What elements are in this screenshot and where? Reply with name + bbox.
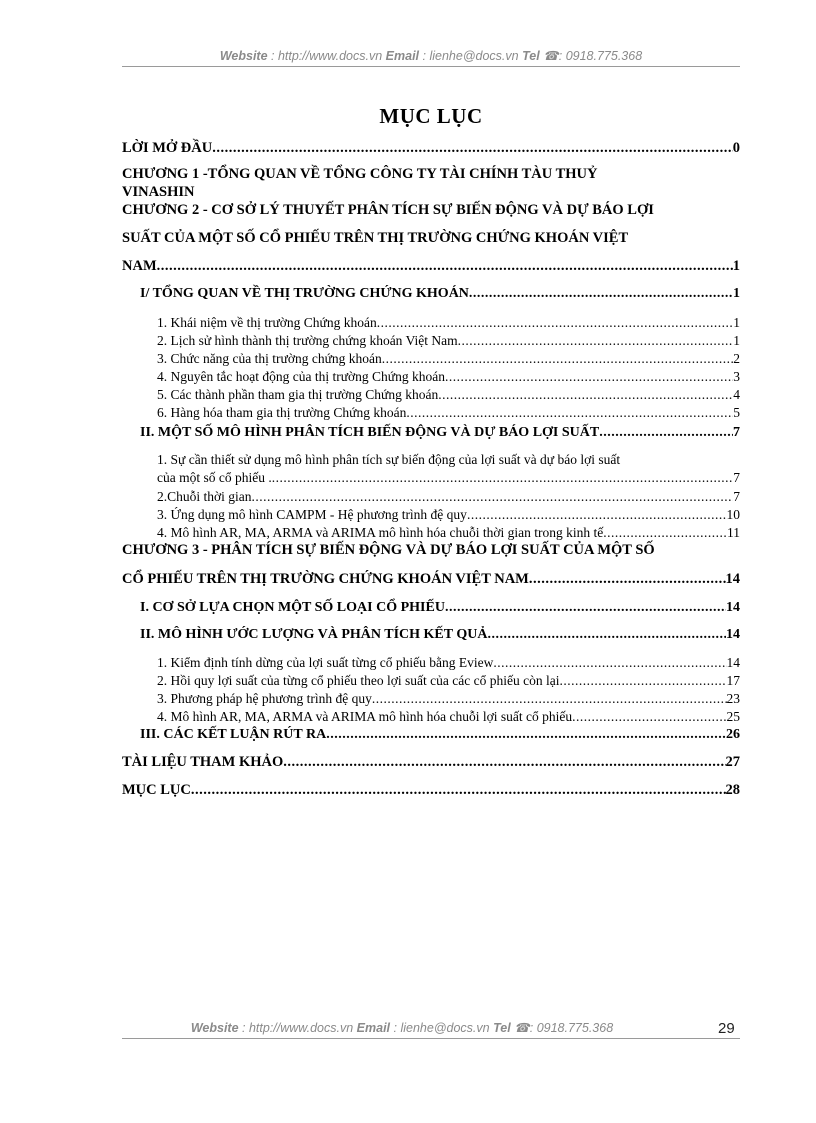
header-rule bbox=[122, 66, 740, 67]
toc-entry-ch2-s2-item-1[interactable]: 1. Sự cần thiết sử dụng mô hình phân tích sự biến động của lợi suất và dự báo lợi suất bbox=[157, 452, 621, 467]
page-number: 29 bbox=[718, 1020, 735, 1037]
toc-entry-ch3-s2-item-1[interactable]: 1. Kiểm định tính dừng của lợi suất từng cổ phiếu bằng Eview ..... 14 bbox=[157, 655, 740, 671]
footer-rule bbox=[122, 1038, 740, 1039]
toc-entry-ch3-s2-item-3[interactable]: 3. Phương pháp hệ phương trình đệ quy ..... 23 bbox=[157, 691, 740, 707]
phone-icon: ☎ bbox=[543, 49, 559, 63]
toc-entry-chuong-1-cont[interactable]: VINASHIN bbox=[122, 184, 195, 200]
footer-email-label: Email bbox=[356, 1021, 391, 1035]
header-website-label: Website bbox=[219, 49, 268, 63]
toc-entry-ch2-section-2[interactable]: II. MỘT SỐ MÔ HÌNH PHÂN TÍCH BIẾN ĐỘNG VÀ DỰ BÁO LỢI SUẤT ..... 7 bbox=[140, 425, 740, 441]
toc-entry-chuong-3-cont[interactable]: CỔ PHIẾU TRÊN THỊ TRƯỜNG CHỨNG KHOÁN VIỆT NAM ..... 14 bbox=[122, 571, 740, 588]
footer-tel-value: : 0918.775.368 bbox=[529, 1021, 614, 1035]
toc-entry-ch2-section-1[interactable]: I/ TỔNG QUAN VỀ THỊ TRƯỜNG CHỨNG KHOÁN ..... 1 bbox=[140, 286, 740, 302]
toc-entry-muc-luc[interactable]: MỤC LỤC ..... 28 bbox=[122, 782, 740, 799]
toc-entry-ch3-section-2[interactable]: II. MÔ HÌNH ƯỚC LƯỢNG VÀ PHÂN TÍCH KẾT QUẢ ..... 14 bbox=[140, 627, 740, 643]
toc-entry-ch3-section-3[interactable]: III. CÁC KẾT LUẬN RÚT RA ..... 26 bbox=[140, 727, 740, 743]
page-header bbox=[122, 48, 740, 63]
toc-entry-ch2-s1-item-4[interactable]: 4. Nguyên tắc hoạt động của thị trường Chứng khoán ..... 3 bbox=[157, 369, 740, 385]
toc-entry-chuong-1[interactable]: CHƯƠNG 1 -TỔNG QUAN VỀ TỔNG CÔNG TY TÀI CHÍNH TÀU THUỶ bbox=[122, 166, 598, 182]
footer-website-url[interactable]: : http://www.docs.vn bbox=[242, 1021, 354, 1035]
toc-entry-ch2-s1-item-2[interactable]: 2. Lịch sử hình thành thị trường chứng khoán Việt Nam ..... 1 bbox=[157, 333, 740, 349]
page-title: MỤC LỤC bbox=[379, 104, 483, 128]
header-email-value[interactable]: : lienhe@docs.vn bbox=[422, 49, 519, 63]
header-tel-label: Tel bbox=[522, 49, 540, 63]
footer-email-value[interactable]: : lienhe@docs.vn bbox=[393, 1021, 490, 1035]
toc-entry-chuong-2-cont[interactable]: SUẤT CỦA MỘT SỐ CỔ PHIẾU TRÊN THỊ TRƯỜNG CHỨNG KHOÁN VIỆT bbox=[122, 230, 629, 246]
toc-entry-ch2-s2-item-1-cont[interactable]: của một số cổ phiếu . ..... 7 bbox=[157, 470, 740, 486]
toc-entry-tai-lieu[interactable]: TÀI LIỆU THAM KHẢO ..... 27 bbox=[122, 754, 740, 771]
toc-entry-ch2-s1-item-5[interactable]: 5. Các thành phần tham gia thị trường Chứng khoán ..... 4 bbox=[157, 387, 740, 403]
toc-entry-ch2-s2-item-2[interactable]: 2.Chuỗi thời gian ..... 7 bbox=[157, 489, 740, 505]
toc-entry-ch2-s1-item-3[interactable]: 3. Chức năng của thị trường chứng khoán ..... 2 bbox=[157, 351, 740, 367]
toc-entry-ch2-s2-item-4[interactable]: 4. Mô hình AR, MA, ARMA và ARIMA mô hình hóa chuỗi thời gian trong kinh tế ..... 11 bbox=[157, 525, 740, 541]
header-email-label: Email bbox=[385, 49, 420, 63]
toc-entry-ch3-s2-item-4[interactable]: 4. Mô hình AR, MA, ARMA và ARIMA mô hình hóa chuỗi lợi suất cổ phiếu ..... 25 bbox=[157, 709, 740, 725]
toc-entry-chuong-2[interactable]: CHƯƠNG 2 - CƠ SỞ LÝ THUYẾT PHÂN TÍCH SỰ BIẾN ĐỘNG VÀ DỰ BÁO LỢI bbox=[122, 202, 654, 218]
phone-icon: ☎ bbox=[514, 1021, 530, 1035]
toc-entry-chuong-3[interactable]: CHƯƠNG 3 - PHÂN TÍCH SỰ BIẾN ĐỘNG VÀ DỰ BÁO LỢI SUẤT CỦA MỘT SỐ bbox=[122, 542, 655, 558]
footer-tel-label: Tel bbox=[493, 1021, 511, 1035]
toc-entry-ch2-s1-item-6[interactable]: 6. Hàng hóa tham gia thị trường Chứng khoán ..... 5 bbox=[157, 405, 740, 421]
toc-entry-ch2-s2-item-3[interactable]: 3. Ứng dụng mô hình CAMPM - Hệ phương trình đệ quy ..... 10 bbox=[157, 507, 740, 523]
toc-entry-ch3-section-1[interactable]: I. CƠ SỞ LỰA CHỌN MỘT SỐ LOẠI CỔ PHIẾU ..... 14 bbox=[140, 600, 740, 616]
header-website-url[interactable]: : http://www.docs.vn bbox=[271, 49, 383, 63]
toc-entry-loi-mo-dau[interactable]: LỜI MỞ ĐẦU ..... 0 bbox=[122, 140, 740, 157]
toc-entry-chuong-2-end[interactable]: NAM ..... 1 bbox=[122, 258, 740, 275]
toc-entry-ch2-s1-item-1[interactable]: 1. Khái niệm về thị trường Chứng khoán ..... 1 bbox=[157, 315, 740, 331]
page-footer bbox=[122, 1020, 682, 1035]
footer-website-label: Website bbox=[190, 1021, 239, 1035]
header-tel-value: : 0918.775.368 bbox=[558, 49, 643, 63]
toc-entry-ch3-s2-item-2[interactable]: 2. Hồi quy lợi suất của từng cổ phiếu theo lợi suất của các cổ phiếu còn lại ..... 17 bbox=[157, 673, 740, 689]
